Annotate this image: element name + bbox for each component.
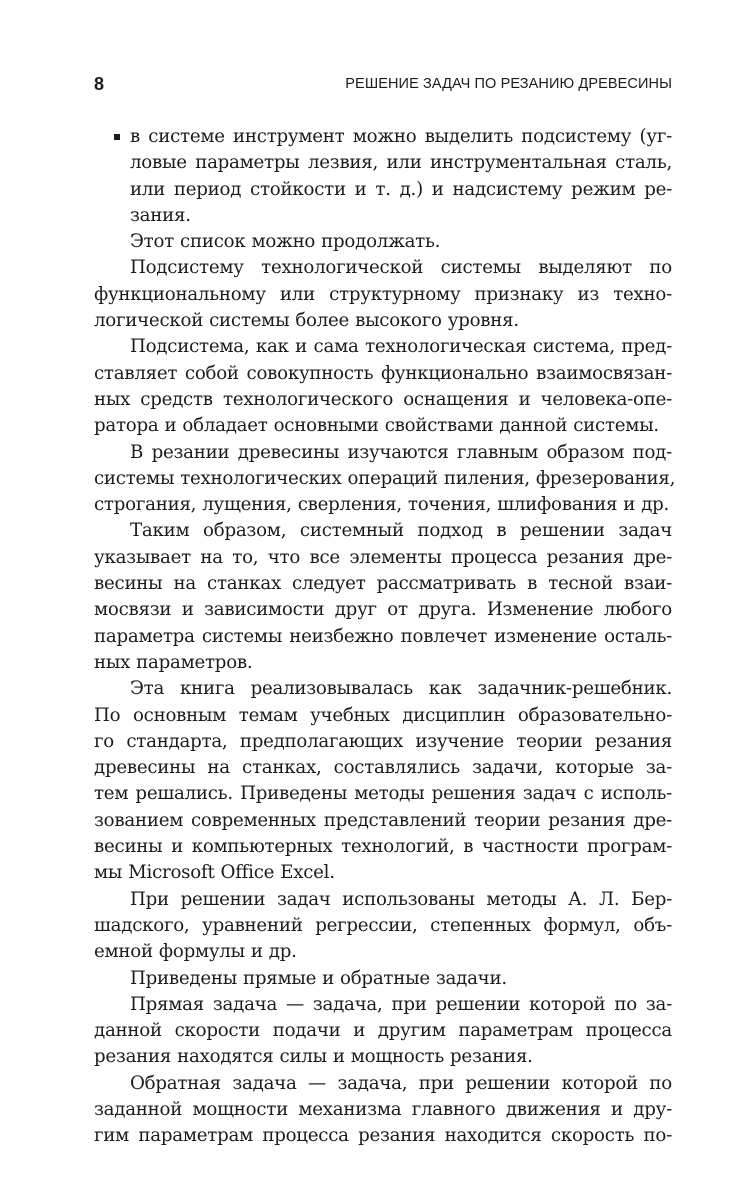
text-line: резания находятся силы и мощность резания. [94,1046,533,1068]
text-line: зания. [130,204,191,226]
text-line: параметра системы неизбежно повлечет изменение осталь- [94,625,672,647]
paragraph [94,887,672,966]
text-line: или период стойкости и т. д.) и надсистему режим ре- [130,178,672,200]
text-line: весины на станках следует рассматривать в тесной взаи- [94,573,672,595]
text-line: логической системы более высокого уровня. [94,310,519,332]
text-line: древесины на станках, составлялись задачи, которые за- [94,757,672,779]
text-line: При решении задач использованы методы А. Л. Бер- [130,888,672,910]
text-line: гим параметрам процесса резания находится скорость по- [94,1125,672,1147]
text-line: ставляет собой совокупность функционально взаимосвязан- [94,362,672,384]
running-head: РЕШЕНИЕ ЗАДАЧ ПО РЕЗАНИЮ ДРЕВЕСИНЫ [345,76,672,92]
text-line: го стандарта, предполагающих изучение теории резания [94,730,672,752]
text-line: данной скорости подачи и другим параметрам процесса [94,1020,672,1042]
paragraph [94,676,672,886]
paragraph [94,334,672,439]
text-line: шадского, уравнений регрессии, степенных формул, объ- [94,914,672,936]
paragraph [94,966,672,992]
paragraph [94,229,672,255]
text-line: Эта книга реализовывалась как задачник-решебник. [130,678,672,700]
text-line: мосвязи и зависимости друг от друга. Изменение любого [94,599,672,621]
text-line: мы Microsoft Office Excel. [94,862,335,884]
text-line: тем решались. Приведены методы решения задач с исполь- [94,783,672,805]
text-line: Этот список можно продолжать. [130,231,441,253]
text-line: Приведены прямые и обратные задачи. [130,967,507,989]
page-number: 8 [94,74,105,94]
text-line: ных параметров. [94,651,253,673]
text-line: заданной мощности механизма главного движения и дру- [94,1098,672,1120]
text-line: ратора и обладает основными свойствами данной системы. [94,415,659,437]
text-line: По основным темам учебных дисциплин образовательно- [94,704,672,726]
text-line: В резании древесины изучаются главным образом под- [130,441,672,463]
text-line: указывает на то, что все элементы процесса резания дре- [94,546,672,568]
body-text [94,124,676,1150]
text-line: в системе инструмент можно выделить подсистему (уг- [94,124,672,150]
text-line: Подсистему технологической системы выделяют по [130,257,672,279]
text-line: Обратная задача — задача, при решении которой по [130,1072,672,1094]
bullet-item [94,124,672,229]
paragraph [94,992,672,1071]
page-header [94,74,672,100]
text-line: зованием современных представлений теории резания дре- [94,809,672,831]
paragraph [94,518,672,676]
text-line: строгания, лущения, сверления, точения, шлифования и др. [94,494,670,516]
bullet-marker-icon [114,134,120,140]
paragraph [94,1071,672,1150]
text-line: ловые параметры лезвия, или инструментальная сталь, [130,152,672,174]
text-line: функциональному или структурному признаку из техно- [94,283,672,305]
text-line: емной формулы и др. [94,941,297,963]
text-line: системы технологических операций пиления, фрезерования, [94,467,676,489]
paragraph [94,440,676,519]
text-line: Прямая задача — задача, при решении которой по за- [130,993,672,1015]
text-line: весины и компьютерных технологий, в частности програм- [94,836,672,858]
text-line: ных средств технологического оснащения и человека-опе- [94,388,672,410]
text-line: Таким образом, системный подход в решении задач [130,520,672,542]
paragraph [94,255,672,334]
text-line: Подсистема, как и сама технологическая система, пред- [130,336,672,358]
